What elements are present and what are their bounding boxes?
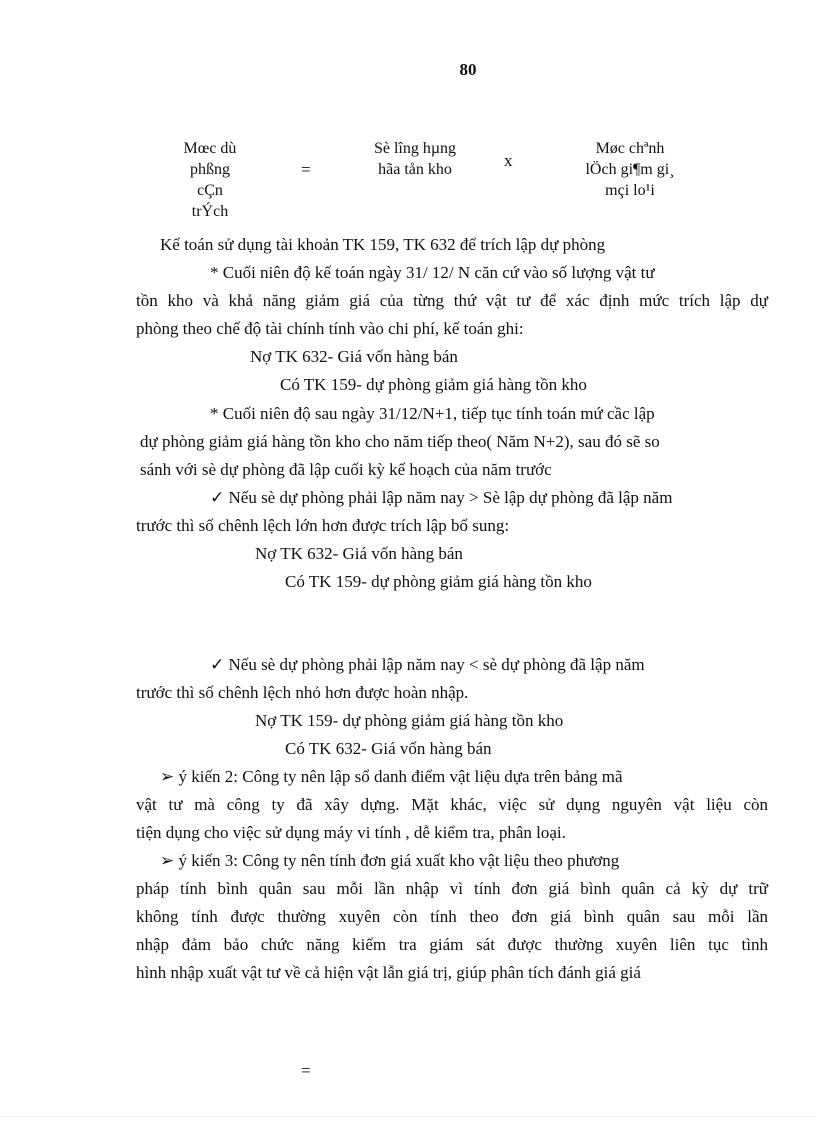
- formula-left-line: trÝch: [191, 203, 229, 220]
- journal-debit-line: Nợ TK 159- dự phòng giảm giá hàng tồn kho: [255, 711, 564, 730]
- checkmark-item-line: ✓ Nếu sè dự phòng phải lập năm nay > Sè lập dự phòng đã lập năm: [210, 488, 673, 507]
- paragraph-line: vật tư mà công ty đã xây dựng. Mặt khác, việc sử dụng nguyên vật liệu còn: [136, 795, 768, 814]
- paragraph-line: * Cuối niên độ kế toán ngày 31/ 12/ N căn cứ vào số lượng vật tư: [210, 263, 655, 282]
- paragraph-line: nhập đảm bảo chức năng kiểm tra giám sát được thường xuyên liên tục tình: [136, 935, 768, 954]
- page-bottom-rule: [0, 1116, 816, 1118]
- opinion-item-line: ➢ ý kiến 2: Công ty nên lập sổ danh điểm vật liệu dựa trên bảng mã: [160, 767, 623, 786]
- journal-credit-line: Có TK 159- dự phòng giảm giá hàng tồn kho: [280, 375, 587, 394]
- formula-middle-term: [345, 138, 485, 180]
- formula-times: x: [504, 151, 513, 170]
- journal-debit-line: Nợ TK 632- Giá vốn hàng bán: [255, 544, 463, 563]
- formula-left-line: cÇn: [197, 182, 223, 199]
- journal-credit-line: Có TK 159- dự phòng giảm giá hàng tồn kho: [285, 572, 592, 591]
- paragraph-line: * Cuối niên độ sau ngày 31/12/N+1, tiếp tục tính toán mứ cầc lập: [210, 404, 655, 423]
- page-number: 80: [459, 60, 477, 79]
- paragraph-line: dự phòng giảm giá hàng tồn kho cho năm tiếp theo( Năm N+2), sau đó sẽ so: [140, 432, 660, 451]
- formula-right-line: lÖch gi¶m gi¸: [585, 161, 675, 178]
- formula-right-term: [570, 138, 690, 201]
- journal-debit-line: Nợ TK 632- Giá vốn hàng bán: [250, 347, 458, 366]
- checkmark-item-line: ✓ Nếu sè dự phòng phải lập năm nay < sè dự phòng đã lập năm: [210, 655, 645, 674]
- formula-left-line: Mœc dù: [183, 140, 237, 157]
- formula-middle-line: Sè lîng hµng: [373, 140, 457, 157]
- paragraph-line: không tính được thường xuyên còn tính theo đơn giá bình quân sau mỗi lần: [136, 907, 768, 926]
- paragraph-line: hình nhập xuất vật tư về cả hiện vật lẫn giá trị, giúp phân tích đánh giá giá: [136, 963, 641, 982]
- opinion-item-line: ➢ ý kiến 3: Công ty nên tính đơn giá xuất kho vật liệu theo phương: [160, 851, 620, 870]
- paragraph-line: pháp tính bình quân sau mỗi lần nhập vì tính đơn giá bình quân cả kỳ dự trữ: [136, 879, 768, 898]
- paragraph-line: tồn kho và khả năng giảm giá của từng thứ vật tư để xác định mức trích lập dự: [136, 291, 768, 310]
- paragraph-line: trước thì số chênh lệch nhỏ hơn được hoàn nhập.: [136, 683, 469, 702]
- journal-credit-line: Có TK 632- Giá vốn hàng bán: [285, 739, 492, 758]
- formula-left-line: phßng: [190, 161, 230, 178]
- paragraph-line: trước thì số chênh lệch lớn hơn được trích lập bổ sung:: [136, 516, 510, 535]
- paragraph-line: sánh với sè dự phòng đã lập cuối kỳ kế hoạch của năm trước: [140, 460, 552, 479]
- paragraph-line: phòng theo chế độ tài chính tính vào chi phí, kế toán ghi:: [136, 319, 524, 338]
- intro-line: Kế toán sử dụng tài khoản TK 159, TK 632 để trích lập dự phòng: [160, 235, 606, 254]
- formula-equals: =: [301, 160, 311, 179]
- paragraph-line: tiện dụng cho việc sử dụng máy vi tính , dễ kiểm tra, phân loại.: [136, 823, 566, 842]
- footer-equals: =: [301, 1061, 311, 1080]
- formula-middle-line: hãa tån kho: [378, 161, 452, 178]
- formula-right-line: mçi lo¹i: [605, 182, 655, 199]
- formula-right-line: Møc chªnh: [595, 140, 665, 157]
- formula-left-term: [150, 138, 270, 222]
